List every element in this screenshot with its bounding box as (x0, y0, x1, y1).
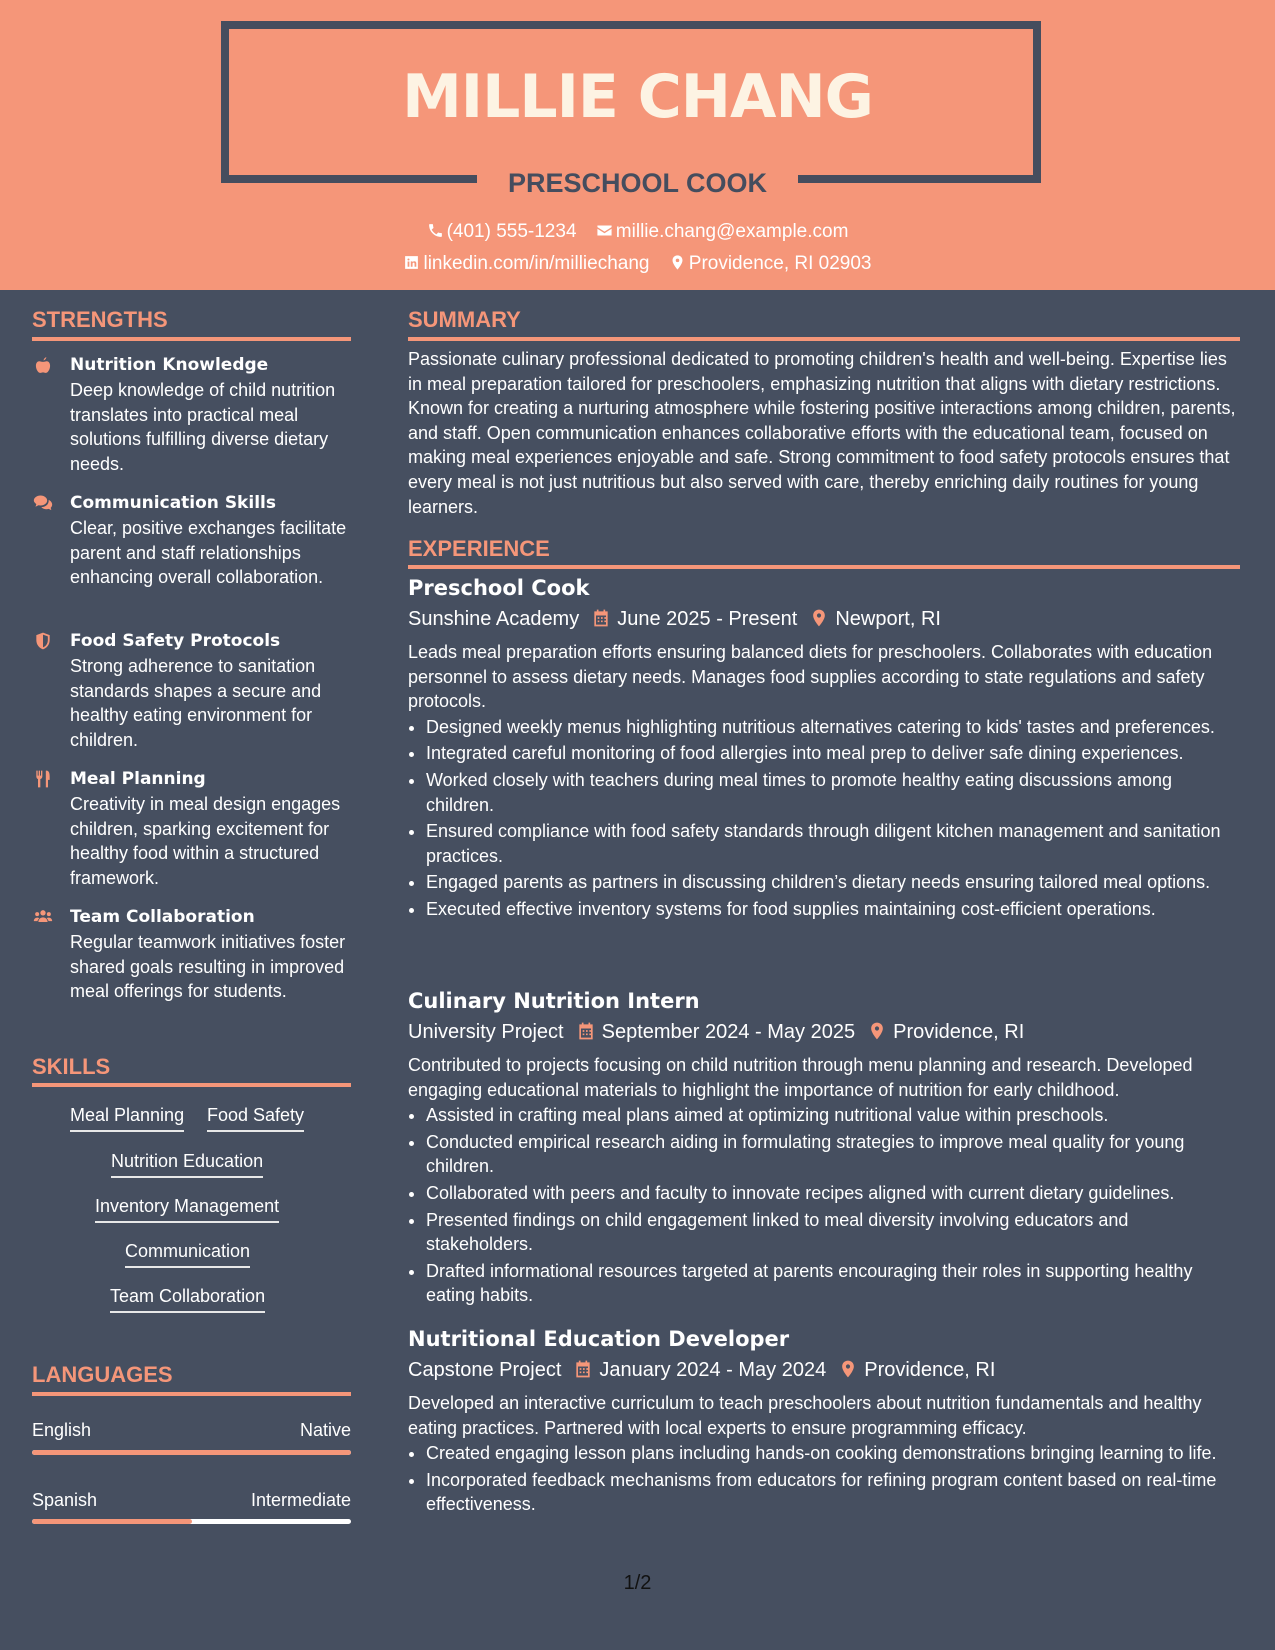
job-bullet: • Presented findings on child engagement linked to meal diversity involving educators and stakeholders. (426, 1208, 1240, 1257)
job-bullet: • Collaborated with peers and faculty to innovate recipes aligned with current dietary guidelines. (426, 1181, 1240, 1206)
job-location (809, 605, 941, 633)
job-location (867, 1018, 1024, 1046)
map-pin-icon (867, 1021, 893, 1043)
job-org: University Project (408, 1021, 564, 1043)
job-dates (591, 605, 797, 633)
job-org: Sunshine Academy (408, 608, 580, 630)
language-bar (32, 1519, 351, 1524)
job-dates-text: June 2025 - Present (617, 608, 798, 630)
email-text: millie.chang@example.com (615, 221, 849, 242)
strength-title: Team Collaboration (70, 907, 255, 927)
job-meta (408, 605, 1240, 633)
strength-desc: Strong adherence to sanitation standards shapes a secure and healthy eating environment for children. (70, 656, 322, 750)
job-dates (576, 1018, 856, 1046)
strength-desc: Deep knowledge of child nutrition translates into practical meal solutions fulfilling diverse dietary needs. (70, 380, 336, 474)
summary-text: Passionate culinary professional dedicated to promoting children's health and well-being. Expertise lies in meal preparation tailored for preschoolers, emphasizing nutrition that aligns with dietary restrictions. Known for creating a nurturing atmosphere while fostering positive interactions among children, parents, and staff. Open communication enhances collaborative efforts with the educational team, focused on making meal experiences enjoyable and safe. Strong commitment to food safety protocols ensures that every meal is not just nutritious but also served with care, thereby enriching daily routines for young learners. (408, 349, 1236, 517)
strengths-heading: STRENGTHS (32, 307, 168, 332)
skill-tag: Communication (125, 1239, 250, 1268)
job-bullet: • Created engaging lesson plans including hands-on cooking demonstrations bringing learning to life. (426, 1441, 1240, 1466)
job-description: Developed an interactive curriculum to teach preschoolers about nutrition fundamentals and healthy eating practices. Partnered with local experts to ensure programming efficacy. (408, 1393, 1202, 1438)
job-bullet: • Executed effective inventory systems for food supplies maintaining cost-efficient operations. (426, 897, 1240, 922)
utensils-icon (32, 769, 56, 789)
job-bullet: • Conducted empirical research aiding in formulating strategies to improve meal quality for young children. (426, 1130, 1240, 1179)
map-pin-icon (669, 254, 686, 271)
job-bullet: • Incorporated feedback mechanisms from educators for refining program content based on real-time effectiveness. (426, 1468, 1240, 1517)
strength-desc: Regular teamwork initiatives foster shared goals resulting in improved meal offerings for students. (70, 932, 346, 1001)
job-org: Capstone Project (408, 1359, 562, 1381)
job-bullet: • Integrated careful monitoring of food allergies into meal prep to deliver safe dining experiences. (426, 741, 1240, 766)
language-level: Native (299, 1420, 351, 1440)
phone-icon (427, 222, 444, 239)
language-bar-fill (32, 1519, 192, 1524)
job-role: Nutritional Education Developer (408, 1327, 790, 1351)
skill-tag: Food Safety (207, 1103, 304, 1132)
languages-rule (32, 1392, 351, 1396)
job-bullet: • Drafted informational resources targeted at parents encouraging their roles in supporting healthy eating habits. (426, 1259, 1240, 1308)
contact-row-1 (0, 220, 1275, 244)
chat-icon (32, 493, 56, 513)
calendar-icon (591, 608, 617, 630)
job-role: Culinary Nutrition Intern (408, 989, 700, 1013)
strengths-rule (32, 337, 351, 341)
job-bullets (408, 1103, 1240, 1308)
skill-tag: Meal Planning (70, 1103, 184, 1132)
users-icon (32, 907, 56, 927)
job-dates (573, 1356, 826, 1384)
job-entry (408, 987, 1240, 1310)
job-location-text: Providence, RI (864, 1359, 996, 1381)
strength-desc: Creativity in meal design engages children, sparking excitement for healthy food within a structured framework. (70, 794, 341, 888)
skill-tag: Inventory Management (95, 1194, 279, 1223)
language-name: Spanish (32, 1490, 98, 1510)
linkedin-icon (403, 254, 420, 271)
language-bar-fill (32, 1450, 351, 1455)
email-contact[interactable] (596, 220, 849, 244)
location-contact (669, 252, 872, 276)
page-number: 1/2 (623, 1572, 652, 1594)
job-role: Preschool Cook (408, 576, 590, 600)
job-title: PRESCHOOL COOK (507, 168, 768, 198)
language-bar (32, 1450, 351, 1455)
calendar-icon (576, 1021, 602, 1043)
strength-title: Nutrition Knowledge (70, 355, 269, 375)
languages-heading: LANGUAGES (32, 1362, 173, 1387)
skill-tag: Team Collaboration (110, 1284, 265, 1313)
linkedin-text: linkedin.com/in/milliechang (423, 253, 650, 274)
job-meta (408, 1356, 1240, 1384)
job-description: Leads meal preparation efforts ensuring balanced diets for preschoolers. Collaborates with education personnel to assess dietary needs. Manages food supplies according to state regulations and safety protocols. (408, 642, 1213, 712)
summary-rule (408, 337, 1240, 341)
resume-header (0, 0, 1275, 290)
job-bullet: • Assisted in crafting meal plans aimed at optimizing nutritional value within preschools. (426, 1103, 1240, 1128)
job-bullet: • Worked closely with teachers during meal times to promote healthy eating discussions among children. (426, 768, 1240, 817)
skills-rule (32, 1083, 351, 1087)
strength-desc: Clear, positive exchanges facilitate parent and staff relationships enhancing overall collaboration. (70, 518, 347, 587)
map-pin-icon (809, 608, 835, 630)
calendar-icon (573, 1359, 599, 1381)
language-level: Intermediate (250, 1490, 351, 1510)
strength-title: Communication Skills (70, 493, 276, 513)
job-entry (408, 574, 1240, 924)
job-location (838, 1356, 995, 1384)
shield-icon (32, 631, 56, 651)
skill-tag: Nutrition Education (111, 1149, 263, 1178)
job-bullets (408, 1441, 1240, 1517)
job-bullet: • Ensured compliance with food safety standards through diligent kitchen management and sanitation practices. (426, 819, 1240, 868)
summary-heading: SUMMARY (408, 307, 521, 332)
strength-title: Meal Planning (70, 769, 206, 789)
skills-heading: SKILLS (32, 1054, 111, 1079)
contact-row-2 (0, 252, 1275, 276)
apple-icon (32, 355, 56, 375)
location-text: Providence, RI 02903 (688, 253, 872, 274)
linkedin-contact[interactable] (403, 252, 649, 276)
job-meta (408, 1018, 1240, 1046)
experience-heading: EXPERIENCE (408, 536, 550, 561)
phone-text: (401) 555-1234 (446, 221, 577, 242)
language-name: English (32, 1420, 92, 1440)
strength-title: Food Safety Protocols (70, 631, 281, 651)
job-bullets (408, 715, 1240, 922)
job-dates-text: September 2024 - May 2025 (601, 1021, 856, 1043)
job-bullet: • Designed weekly menus highlighting nutritious alternatives catering to kids' tastes and preferences. (426, 715, 1240, 740)
job-dates-text: January 2024 - May 2024 (599, 1359, 827, 1381)
envelope-icon (596, 222, 613, 239)
candidate-name: MILLIE CHANG (402, 62, 873, 132)
experience-rule (408, 565, 1240, 569)
map-pin-icon (838, 1359, 864, 1381)
phone-contact[interactable] (427, 220, 577, 244)
job-location-text: Providence, RI (893, 1021, 1025, 1043)
job-entry (408, 1325, 1240, 1519)
job-description: Contributed to projects focusing on child nutrition through menu planning and research. Developed engaging educational materials to highlight the importance of nutrition for early childhood. (408, 1055, 1193, 1100)
job-location-text: Newport, RI (835, 608, 941, 630)
job-bullet: • Engaged parents as partners in discussing children’s dietary needs ensuring tailored meal options. (426, 870, 1240, 895)
